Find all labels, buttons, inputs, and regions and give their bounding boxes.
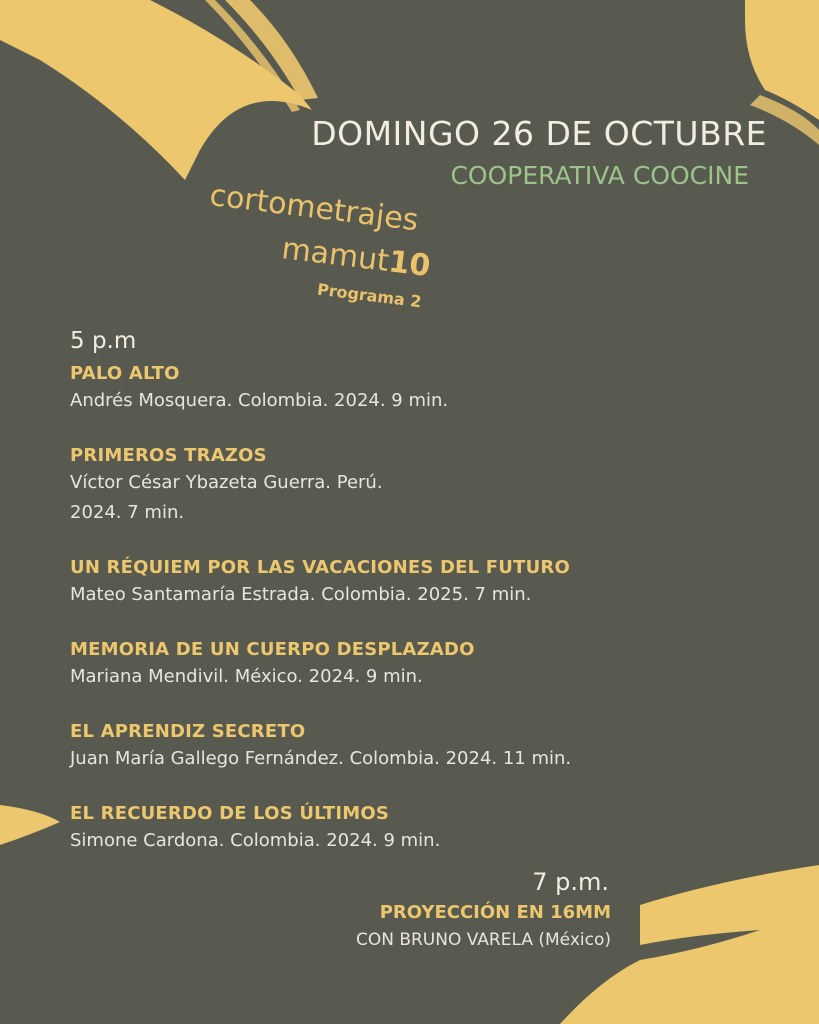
film-item	[70, 802, 690, 856]
logo-mamut-text: mamut	[279, 231, 391, 280]
logo-line-mamut	[280, 231, 433, 284]
film-credit: 2024. 7 min.	[70, 502, 185, 523]
film-list	[70, 362, 690, 884]
screening-credit: CON BRUNO VARELA (México)	[355, 930, 611, 950]
logo-program-label: Programa 2	[316, 279, 423, 312]
screening-title: PROYECCIÓN EN 16MM	[379, 902, 611, 923]
film-title: PRIMEROS TRAZOS	[70, 445, 267, 466]
film-item	[70, 444, 690, 528]
venue-name: COOPERATIVA COOCINE	[450, 161, 749, 190]
logo-mamut-number: 10	[386, 244, 433, 285]
session-time-7pm: 7 p.m.	[532, 868, 609, 896]
film-title: EL RECUERDO DE LOS ÚLTIMOS	[70, 803, 390, 824]
film-credit: Juan María Gallego Fernández. Colombia. 2024. 11 min.	[70, 748, 572, 769]
film-title: EL APRENDIZ SECRETO	[70, 721, 306, 742]
film-item	[70, 720, 690, 774]
film-title: UN RÉQUIEM POR LAS VACACIONES DEL FUTURO	[70, 557, 570, 578]
film-credit: Víctor César Ybazeta Guerra. Perú.	[70, 472, 383, 493]
film-credit: Mateo Santamaría Estrada. Colombia. 2025. 7 min.	[70, 584, 532, 605]
film-title: PALO ALTO	[70, 363, 180, 384]
film-credit: Mariana Mendivil. México. 2024. 9 min.	[70, 666, 423, 687]
logo-line-cortometrajes: cortometrajes	[207, 178, 421, 239]
film-item	[70, 362, 690, 416]
session-time-5pm: 5 p.m	[70, 328, 137, 354]
film-title: MEMORIA DE UN CUERPO DESPLAZADO	[70, 639, 475, 660]
event-date: DOMINGO 26 DE OCTUBRE	[311, 114, 767, 153]
film-item	[70, 638, 690, 692]
film-item	[70, 556, 690, 610]
film-credit: Andrés Mosquera. Colombia. 2024. 9 min.	[70, 390, 449, 411]
film-credit: Simone Cardona. Colombia. 2024. 9 min.	[70, 830, 441, 851]
